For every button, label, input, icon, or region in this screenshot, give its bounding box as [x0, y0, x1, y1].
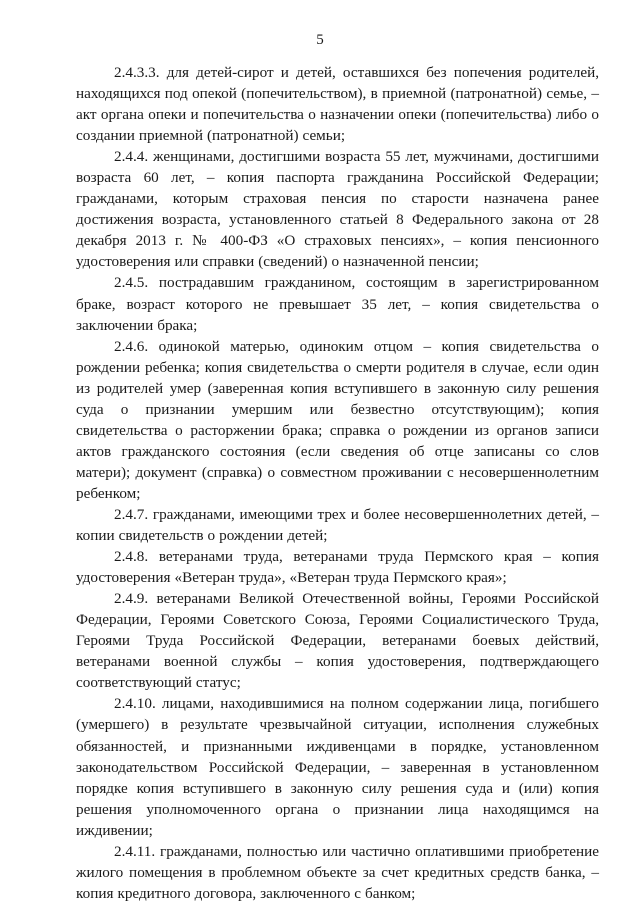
paragraph-2-4-7: 2.4.7. гражданами, имеющими трех и более несовершеннолетних детей, – копии свидетельств о рождении детей;	[76, 505, 599, 545]
document-body	[76, 62, 599, 904]
paragraph-2-4-8: 2.4.8. ветеранами труда, ветеранами труда Пермского края – копия удостоверения «Ветеран труда», «Ветеран труда Пермского края»;	[76, 548, 599, 587]
paragraph-2-4-5: 2.4.5. пострадавшим гражданином, состоящим в зарегистрированном браке, возраст которого не превышает 35 лет, – копия свидетельства о заключении брака;	[76, 274, 599, 334]
paragraph-2-4-10: 2.4.10. лицами, находившимися на полном содержании лица, погибшего (умершего) в результате чрезвычайной ситуации, исполнения служебных обязанностей, и признанными иждивенцами в порядке, установленном законодательством Российской Федерации, – заверенная в установленном порядке копия вступившего в законную силу решения суда и (или) копия решения уполномоченного органа о признании лица находящимся на иждивении;	[76, 695, 599, 839]
paragraph-2-4-4: 2.4.4. женщинами, достигшими возраста 55 лет, мужчинами, достигшими возраста 60 лет, – копия паспорта гражданина Российской Федерации; гражданами, которым страховая пенсия по старости назначена ранее достижения возраста, установленного статьей 8 Федерального закона от 28 декабря 2013 г. № 400-ФЗ «О страховых пенсиях», – копия пенсионного удостоверения или справки (сведений) о назначенной пенсии;	[76, 148, 599, 271]
paragraph-2-4-3-3: 2.4.3.3. для детей-сирот и детей, оставшихся без попечения родителей, находящихся под опекой (попечительством), в приемной (патронатной) семье, – акт органа опеки и попечительства о назначении опеки (попечительства) либо о создании приемной (патронатной) семьи;	[76, 64, 599, 145]
paragraph-2-4-6: 2.4.6. одинокой матерью, одиноким отцом – копия свидетельства о рождении ребенка; копия свидетельства о смерти родителя в случае, если один из родителей умер (заверенная копия вступившего в законную силу решения суда о признании умершим или безвестно отсутствующим); копия свидетельства о расторжении брака; справка о рождении из органов записи актов гражданского состояния (если сведения об отце записаны со слов матери); документ (справка) о совместном проживании с несовершеннолетним ребенком;	[76, 337, 599, 502]
paragraph-2-4-9: 2.4.9. ветеранами Великой Отечественной войны, Героями Российской Федерации, Героями Советского Союза, Героями Социалистического Труда, Героями Труда Российской Федерации, ветеранами боевых действий, ветеранами военной службы – копия удостоверения, подтверждающего соответствующий статус;	[76, 590, 599, 692]
paragraph-2-4-11: 2.4.11. гражданами, полностью или частично оплатившими приобретение жилого помещения в проблемном объекте за счет кредитных средств банка, – копия кредитного договора, заключенного с банком;	[76, 842, 599, 902]
page-number: 5	[316, 32, 324, 48]
